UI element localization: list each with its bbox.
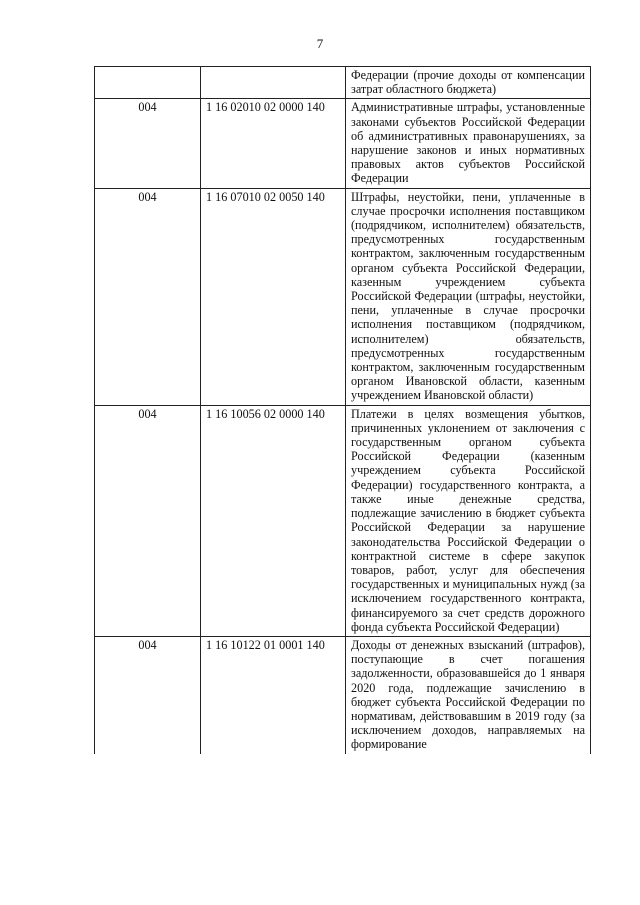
description-cell: Штрафы, неустойки, пени, уплаченные в случае просрочки исполнения поставщиком (подрядчиком, исполнителем) обязательств, предусмотренных государственным контрактом, заключенным государственным органом субъекта Российской Федерации, казенным учреждением субъекта Российской Федерации (штрафы, неустойки, пени, уплаченные в случае просрочки исполнения поставщиком (подрядчиком, исполнителем) обязательств, предусмотренных государственным контрактом, заключенным государственным органом Ивановской области, казенным учреждением Ивановской области) [346,188,591,405]
kbk-code-cell: 1 16 10056 02 0000 140 [201,405,346,636]
table-row [95,636,591,753]
description-cell: Федерации (прочие доходы от компенсации затрат областного бюджета) [346,67,591,99]
description-cell: Доходы от денежных взысканий (штрафов), поступающие в счет погашения задолженности, образовавшейся до 1 января 2020 года, подлежащие зачислению в бюджет субъекта Российской Федерации по нормативам, действовавшим в 2019 году (за исключением доходов, направляемых на формирование [346,636,591,753]
table-row [95,188,591,405]
page-number: 7 [316,36,324,51]
admin-code-cell: 004 [95,405,201,636]
admin-code-cell: 004 [95,99,201,188]
table-row [95,405,591,636]
revenue-codes-table [94,66,591,754]
admin-code-cell [95,67,201,99]
kbk-code-cell: 1 16 07010 02 0050 140 [201,188,346,405]
table-row [95,99,591,188]
kbk-code-cell: 1 16 10122 01 0001 140 [201,636,346,753]
table-row [95,67,591,99]
description-cell: Платежи в целях возмещения убытков, причиненных уклонением от заключения с государственным органом субъекта Российской Федерации (казенным учреждением субъекта Российской Федерации) государственного контракта, а также иные денежные средства, подлежащие зачислению в бюджет субъекта Российской Федерации за нарушение законодательства Российской Федерации о контрактной системе в сфере закупок товаров, работ, услуг для обеспечения государственных и муниципальных нужд (за исключением государственного контракта, финансируемого за счет средств дорожного фонда субъекта Российской Федерации) [346,405,591,636]
admin-code-cell: 004 [95,636,201,753]
kbk-code-cell [201,67,346,99]
kbk-code-cell: 1 16 02010 02 0000 140 [201,99,346,188]
description-cell: Административные штрафы, установленные законами субъектов Российской Федерации об административных правонарушениях, за нарушение законов и иных нормативных правовых актов субъектов Российской Федерации [346,99,591,188]
admin-code-cell: 004 [95,188,201,405]
